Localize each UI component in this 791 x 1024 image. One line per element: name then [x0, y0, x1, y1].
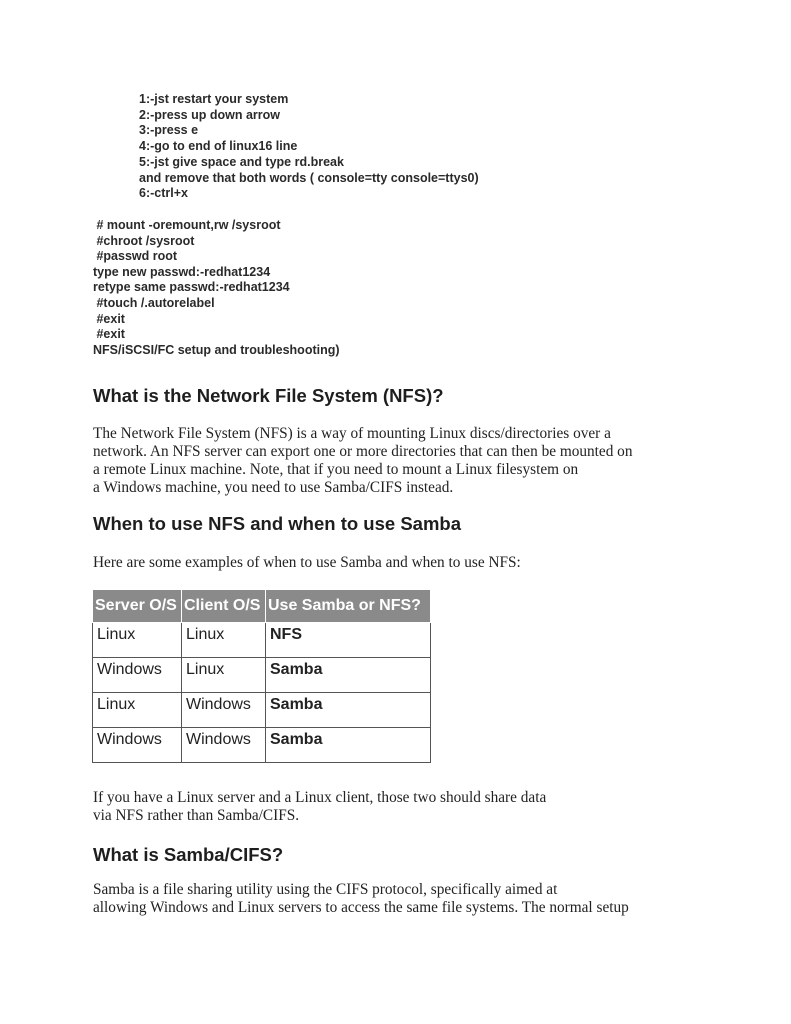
command-line: retype same passwd:-redhat1234: [93, 280, 290, 295]
table-row: [93, 693, 431, 728]
paragraph-line: If you have a Linux server and a Linux client, those two should share data: [93, 789, 547, 806]
step-item: 2:-press up down arrow: [139, 107, 280, 122]
paragraph-line: The Network File System (NFS) is a way of mounting Linux discs/directories over a: [93, 425, 611, 442]
command-line: #touch /.autorelabel: [93, 295, 215, 310]
column-header: Server O/S: [93, 590, 182, 623]
paragraph-line: Samba is a file sharing utility using the CIFS protocol, specifically aimed at: [93, 881, 558, 898]
table-cell: Samba: [266, 658, 431, 693]
paragraph-line: Here are some examples of when to use Samba and when to use NFS:: [93, 554, 521, 571]
command-line: #exit: [93, 327, 125, 342]
column-header: Client O/S: [182, 590, 266, 623]
table-cell: Linux: [182, 623, 266, 658]
step-item: 3:-press e: [139, 123, 199, 138]
table-cell: Windows: [93, 728, 182, 763]
step-item: 4:-go to end of linux16 line: [139, 139, 298, 154]
command-line: type new passwd:-redhat1234: [93, 264, 271, 279]
recovery-steps-list: [139, 92, 479, 202]
paragraph-line: a Windows machine, you need to use Samba/CIFS instead.: [93, 479, 454, 496]
when-intro: [93, 554, 521, 572]
nfs-paragraph: [93, 425, 632, 497]
paragraph-line: via NFS rather than Samba/CIFS.: [93, 807, 300, 824]
paragraph-line: network. An NFS server can export one or more directories that can then be mounted on: [93, 443, 633, 460]
command-line: # mount -oremount,rw /sysroot: [93, 218, 281, 232]
table-cell: Linux: [93, 693, 182, 728]
step-item: 6:-ctrl+x: [139, 186, 188, 201]
step-item: 1:-jst restart your system: [139, 92, 289, 106]
table-cell: Linux: [182, 658, 266, 693]
column-header: Use Samba or NFS?: [266, 590, 431, 623]
table-cell: NFS: [266, 623, 431, 658]
command-line: NFS/iSCSI/FC setup and troubleshooting): [93, 342, 340, 357]
paragraph-line: allowing Windows and Linux servers to access the same file systems. The normal setup: [93, 899, 629, 916]
samba-paragraph: [93, 881, 629, 917]
samba-heading: What is Samba/CIFS?: [93, 844, 284, 865]
command-line: #passwd root: [93, 249, 178, 264]
step-item: 5:-jst give space and type rd.break: [139, 154, 344, 169]
table-cell: Windows: [182, 728, 266, 763]
table-row: [93, 728, 431, 763]
step-item: and remove that both words ( console=tty console=ttys0): [139, 170, 479, 185]
table-cell: Samba: [266, 728, 431, 763]
when-heading: When to use NFS and when to use Samba: [93, 513, 461, 534]
table-row: [93, 658, 431, 693]
table-cell: Linux: [93, 623, 182, 658]
table-cell: Windows: [93, 658, 182, 693]
paragraph-line: a remote Linux machine. Note, that if you need to mount a Linux filesystem on: [93, 461, 579, 478]
after-table-paragraph: [93, 789, 546, 825]
nfs-heading: What is the Network File System (NFS)?: [93, 385, 444, 406]
command-line: #chroot /sysroot: [93, 233, 195, 248]
table-cell: Windows: [182, 693, 266, 728]
command-line: #exit: [93, 311, 125, 326]
table-row: [93, 623, 431, 658]
command-list: [93, 218, 340, 358]
samba-nfs-table: [92, 589, 431, 763]
table-header-row: [93, 590, 431, 623]
table-cell: Samba: [266, 693, 431, 728]
